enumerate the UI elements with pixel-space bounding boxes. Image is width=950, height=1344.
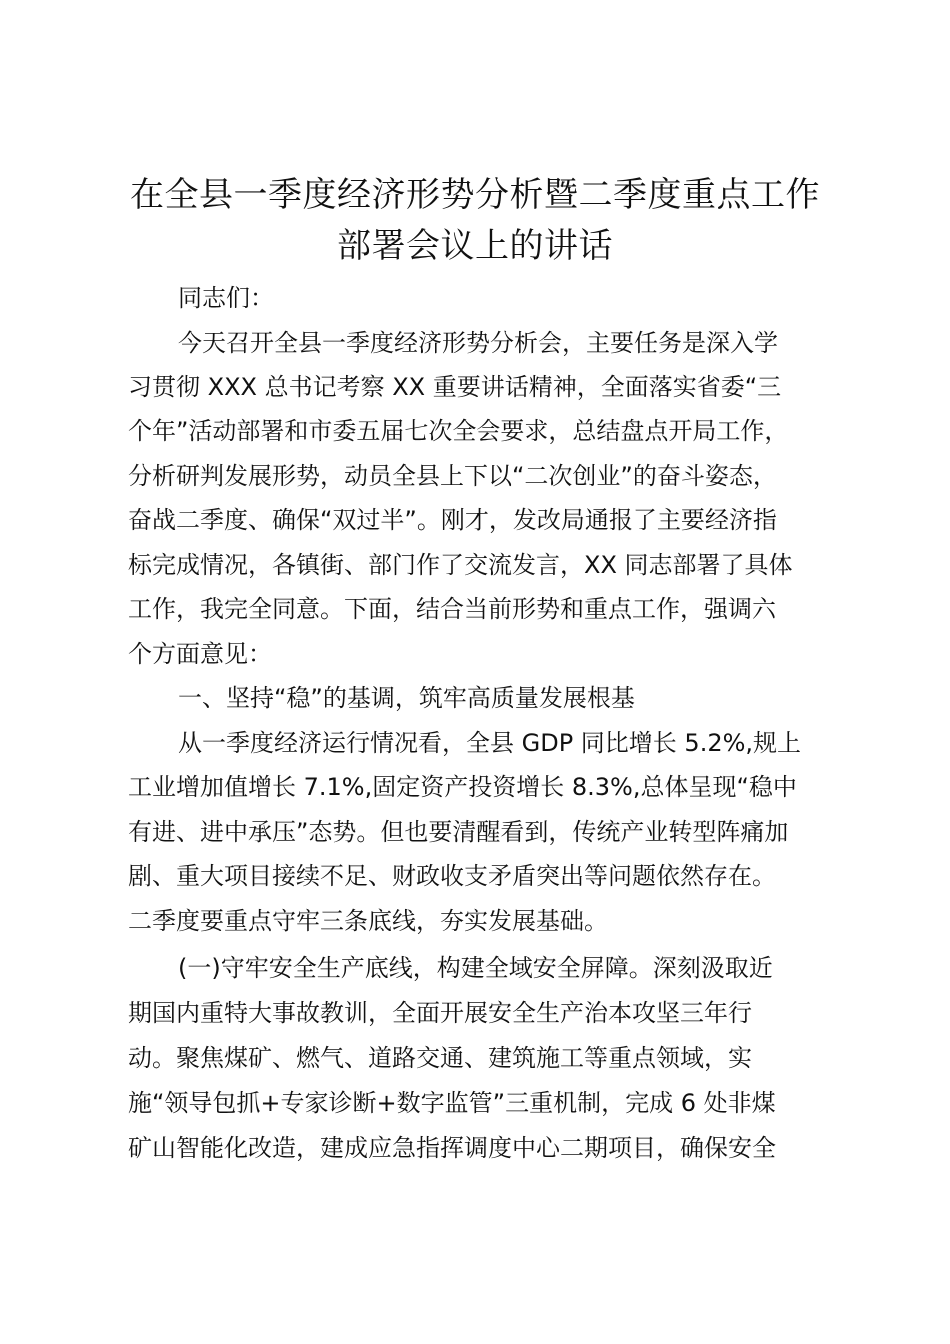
paragraph-1-line-7: 工作，我完全同意。下面，结合当前形势和重点工作，强调六	[128, 595, 776, 623]
paragraph-1-line-6: 标完成情况，各镇街、部门作了交流发言，XX 同志部署了具体	[128, 551, 793, 579]
document-title	[100, 170, 850, 272]
paragraph-1-line-8: 个方面意见：	[128, 640, 272, 668]
title-line-1: 在全县一季度经济形势分析暨二季度重点工作	[130, 175, 820, 215]
paragraph-3-line-1: (一)守牢安全生产底线，构建全域安全屏障。深刻汲取近	[178, 954, 773, 982]
paragraph-2-line-5: 二季度要重点守牢三条底线，夯实发展基础。	[128, 907, 608, 935]
paragraph-3-line-3: 动。聚焦煤矿、燃气、道路交通、建筑施工等重点领域，实	[128, 1044, 752, 1072]
paragraph-3-line-2: 期国内重特大事故教训，全面开展安全生产治本攻坚三年行	[128, 999, 752, 1027]
paragraph-1-line-5: 奋战二季度、确保“双过半”。刚才，发改局通报了主要经济指	[128, 506, 777, 534]
salutation: 同志们：	[178, 284, 274, 312]
title-line-2: 部署会议上的讲话	[337, 226, 613, 266]
paragraph-2-line-3: 有进、进中承压”态势。但也要清醒看到，传统产业转型阵痛加	[128, 818, 789, 846]
paragraph-3-line-5: 矿山智能化改造，建成应急指挥调度中心二期项目，确保安全	[128, 1134, 776, 1162]
paragraph-1-line-3: 个年”活动部署和市委五届七次全会要求，总结盘点开局工作，	[128, 417, 789, 445]
paragraph-2-line-1: 从一季度经济运行情况看，全县 GDP 同比增长 5.2%,规上	[178, 729, 802, 757]
paragraph-1-line-1: 今天召开全县一季度经济形势分析会，主要任务是深入学	[178, 329, 778, 357]
section-heading-1: 一、坚持“稳”的基调，筑牢高质量发展根基	[178, 684, 635, 712]
paragraph-3-line-4: 施“领导包抓+专家诊断+数字监管”三重机制，完成 6 处非煤	[128, 1089, 776, 1117]
paragraph-1-line-2: 习贯彻 XXX 总书记考察 XX 重要讲话精神，全面落实省委“三	[128, 373, 782, 401]
paragraph-1-line-4: 分析研判发展形势，动员全县上下以“二次创业”的奋斗姿态，	[128, 462, 777, 490]
paragraph-2-line-4: 剧、重大项目接续不足、财政收支矛盾突出等问题依然存在。	[128, 862, 776, 890]
paragraph-2-line-2: 工业增加值增长 7.1%,固定资产投资增长 8.3%,总体呈现“稳中	[128, 773, 797, 801]
